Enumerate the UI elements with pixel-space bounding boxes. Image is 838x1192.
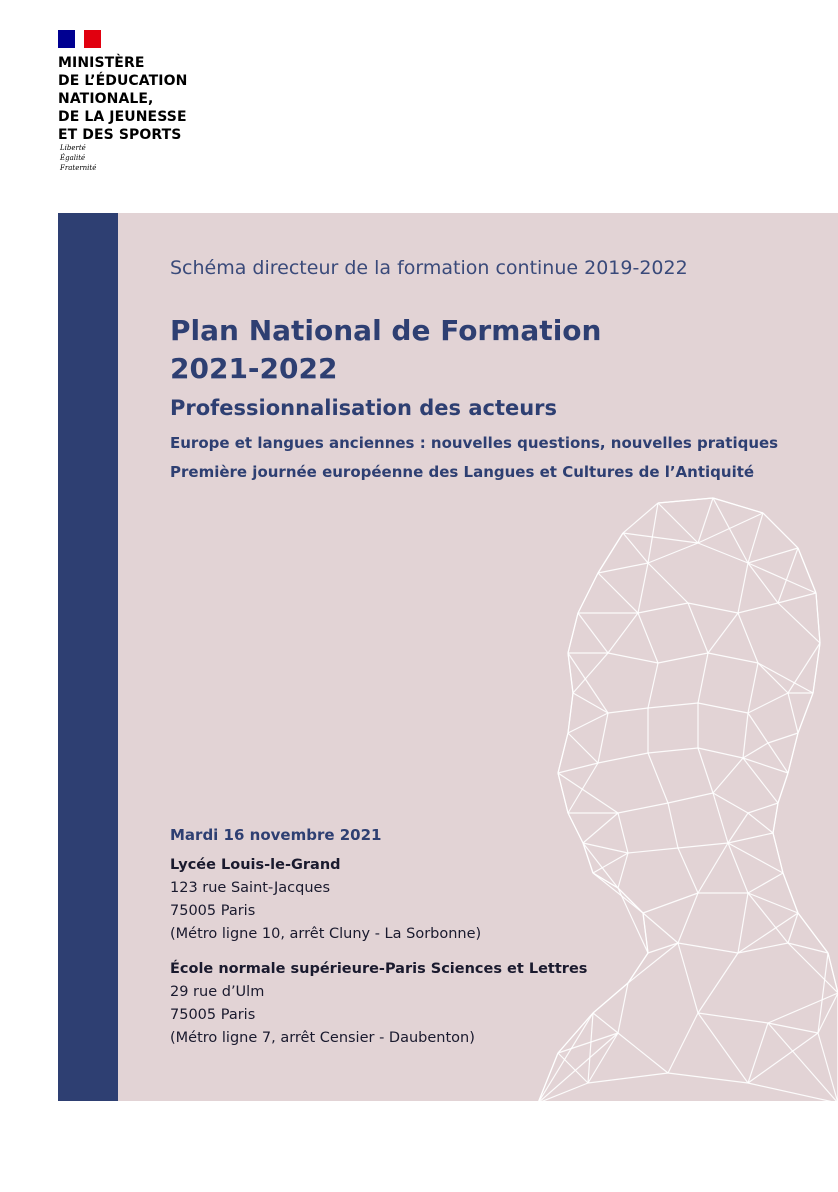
mesh-edge xyxy=(748,813,773,833)
mesh-edge xyxy=(623,503,658,533)
mesh-edge xyxy=(748,663,758,713)
mesh-edge xyxy=(778,548,798,603)
ministry-line: MINISTÈRE xyxy=(58,55,145,71)
mesh-edge xyxy=(738,603,778,613)
event-date: Mardi 16 novembre 2021 xyxy=(170,826,382,844)
mesh-edge xyxy=(578,613,608,653)
mesh-edge xyxy=(678,943,738,953)
mesh-outline xyxy=(773,833,783,873)
mesh-edge xyxy=(648,663,658,708)
mesh-edge xyxy=(648,563,688,603)
venue-street: 29 rue d’Ulm xyxy=(170,984,265,1000)
mesh-edge xyxy=(728,833,773,843)
mesh-edge xyxy=(618,1033,668,1073)
mesh-edge xyxy=(588,1073,668,1083)
venue-block xyxy=(170,854,610,946)
mesh-edge xyxy=(598,713,608,763)
mesh-edge xyxy=(638,613,658,663)
mesh-edge xyxy=(598,753,648,763)
mesh-outline xyxy=(568,693,573,733)
mesh-edge xyxy=(668,803,678,848)
mesh-edge xyxy=(728,813,748,843)
mesh-edge xyxy=(748,693,788,713)
mesh-edge xyxy=(758,663,788,693)
mesh-edge xyxy=(598,563,648,573)
mesh-edge xyxy=(568,763,598,813)
republic-motto xyxy=(60,143,180,173)
mesh-edge xyxy=(728,843,748,893)
mesh-edge xyxy=(768,733,798,743)
mesh-outline xyxy=(578,573,598,613)
mesh-edge xyxy=(648,543,698,563)
event-details xyxy=(170,826,610,1062)
mesh-outline xyxy=(628,953,648,983)
mesh-outline xyxy=(618,888,643,913)
mesh-outline xyxy=(558,733,568,773)
mesh-edge xyxy=(628,848,678,853)
mesh-edge xyxy=(743,713,748,758)
venue-transit: (Métro ligne 7, arrêt Censier - Daubenton) xyxy=(170,1030,475,1046)
mesh-edge xyxy=(573,693,608,713)
mesh-edge xyxy=(698,748,743,758)
mesh-edge xyxy=(643,913,678,943)
venue-city: 75005 Paris xyxy=(170,903,256,919)
event-name-line: Première journée européenne des Langues et Cultures de l’Antiquité xyxy=(170,463,755,481)
mesh-edge xyxy=(698,703,748,713)
mesh-edge xyxy=(678,848,698,893)
venue-name: École normale supérieure-Paris Sciences et Lettres xyxy=(170,961,588,977)
mesh-edge xyxy=(678,893,698,943)
mesh-edge xyxy=(713,758,743,793)
mesh-edge xyxy=(768,743,788,773)
mesh-edge xyxy=(678,943,698,1013)
mesh-edge xyxy=(648,943,678,953)
mesh-outline xyxy=(798,693,813,733)
mesh-edge xyxy=(668,1073,748,1083)
mesh-edge xyxy=(748,513,763,563)
cover-panel xyxy=(58,213,838,1101)
mesh-edge xyxy=(698,498,713,543)
venue-city: 75005 Paris xyxy=(170,1007,256,1023)
mesh-edge xyxy=(788,913,798,943)
mesh-edge xyxy=(628,943,678,983)
ministry-name xyxy=(58,54,278,144)
mesh-edge xyxy=(558,763,598,773)
mesh-edge xyxy=(748,1083,838,1101)
mesh-edge xyxy=(728,843,783,873)
mesh-edge xyxy=(743,743,768,758)
mesh-edge xyxy=(618,813,628,853)
mesh-edge xyxy=(778,593,816,603)
mesh-edge xyxy=(648,753,668,803)
mesh-edge xyxy=(608,708,648,713)
mesh-edge xyxy=(708,613,738,653)
mesh-edge xyxy=(788,693,798,733)
mesh-edge xyxy=(748,713,768,743)
mesh-edge xyxy=(698,748,713,793)
mesh-edge xyxy=(598,573,638,613)
mesh-edge xyxy=(788,643,820,693)
mesh-edge xyxy=(748,873,783,893)
mesh-edge xyxy=(748,548,798,563)
venue-block xyxy=(170,958,610,1050)
mesh-edge xyxy=(638,563,648,613)
mesh-edge xyxy=(648,703,698,708)
ministry-line: DE L’ÉDUCATION xyxy=(58,73,188,89)
mesh-edge xyxy=(658,503,698,543)
ministry-line: NATIONALE, xyxy=(58,91,154,107)
mesh-edge xyxy=(568,733,598,763)
title-line: Plan National de Formation xyxy=(170,314,602,347)
mesh-edge xyxy=(648,503,658,563)
mesh-edge xyxy=(678,843,728,848)
motto-line: Liberté xyxy=(60,144,86,152)
mesh-outline xyxy=(778,773,788,803)
mesh-edge xyxy=(698,953,738,1013)
mesh-edge xyxy=(568,713,608,733)
mesh-edge xyxy=(658,653,708,663)
venue-street: 123 rue Saint-Jacques xyxy=(170,880,331,896)
mesh-edge xyxy=(738,613,758,663)
mesh-edge xyxy=(768,993,838,1023)
topic-line: Europe et langues anciennes : nouvelles questions, nouvelles pratiques xyxy=(170,434,779,452)
mesh-outline xyxy=(598,533,623,573)
ministry-line: ET DES SPORTS xyxy=(58,127,182,143)
mesh-edge xyxy=(638,603,688,613)
mesh-edge xyxy=(668,1013,698,1073)
mesh-edge xyxy=(623,533,698,543)
mesh-edge xyxy=(698,513,763,543)
mesh-edge xyxy=(708,653,758,663)
section-heading: Professionnalisation des acteurs xyxy=(170,396,558,420)
mesh-edge xyxy=(713,498,748,563)
mesh-outline xyxy=(568,613,578,653)
mesh-edge xyxy=(608,653,658,663)
mesh-edge xyxy=(568,653,608,713)
mesh-outline xyxy=(783,873,798,913)
marianne-flag-icon xyxy=(58,30,101,48)
schema-subtitle: Schéma directeur de la formation continue 2019-2022 xyxy=(170,257,688,279)
mesh-edge xyxy=(618,803,668,813)
mesh-outline xyxy=(828,953,838,993)
mesh-edge xyxy=(698,843,728,893)
mesh-edge xyxy=(738,893,748,953)
mesh-edge xyxy=(738,563,748,613)
title-line: 2021-2022 xyxy=(170,352,338,385)
mesh-edge xyxy=(643,893,698,913)
mesh-edge xyxy=(648,748,698,753)
venue-transit: (Métro ligne 10, arrêt Cluny - La Sorbonne) xyxy=(170,926,482,942)
mesh-edge xyxy=(623,533,648,563)
mesh-outline xyxy=(773,803,778,833)
mesh-edge xyxy=(688,603,738,613)
mesh-edge xyxy=(788,943,838,993)
mesh-edge xyxy=(818,953,828,1033)
mesh-edge xyxy=(778,603,820,643)
motto-line: Égalité xyxy=(60,154,86,162)
mesh-edge xyxy=(698,653,708,703)
motto-line: Fraternité xyxy=(60,164,97,172)
mesh-edge xyxy=(698,543,748,563)
ministry-line: DE LA JEUNESSE xyxy=(58,109,187,125)
mesh-edge xyxy=(608,613,638,653)
mesh-outline xyxy=(788,733,798,773)
mesh-outline xyxy=(658,498,713,503)
mesh-outline xyxy=(763,513,798,548)
mesh-edge xyxy=(748,1023,768,1083)
mesh-edge xyxy=(698,1013,768,1023)
mesh-edge xyxy=(688,603,708,653)
mesh-edge xyxy=(743,758,778,803)
mesh-outline xyxy=(816,593,820,643)
mesh-outline xyxy=(813,643,820,693)
venue-name: Lycée Louis-le-Grand xyxy=(170,857,341,873)
mesh-edge xyxy=(668,793,713,803)
mesh-edge xyxy=(743,758,788,773)
mesh-edge xyxy=(748,803,778,813)
mesh-edge xyxy=(698,1013,748,1083)
page-title xyxy=(170,312,810,388)
accent-bar xyxy=(58,213,118,1101)
